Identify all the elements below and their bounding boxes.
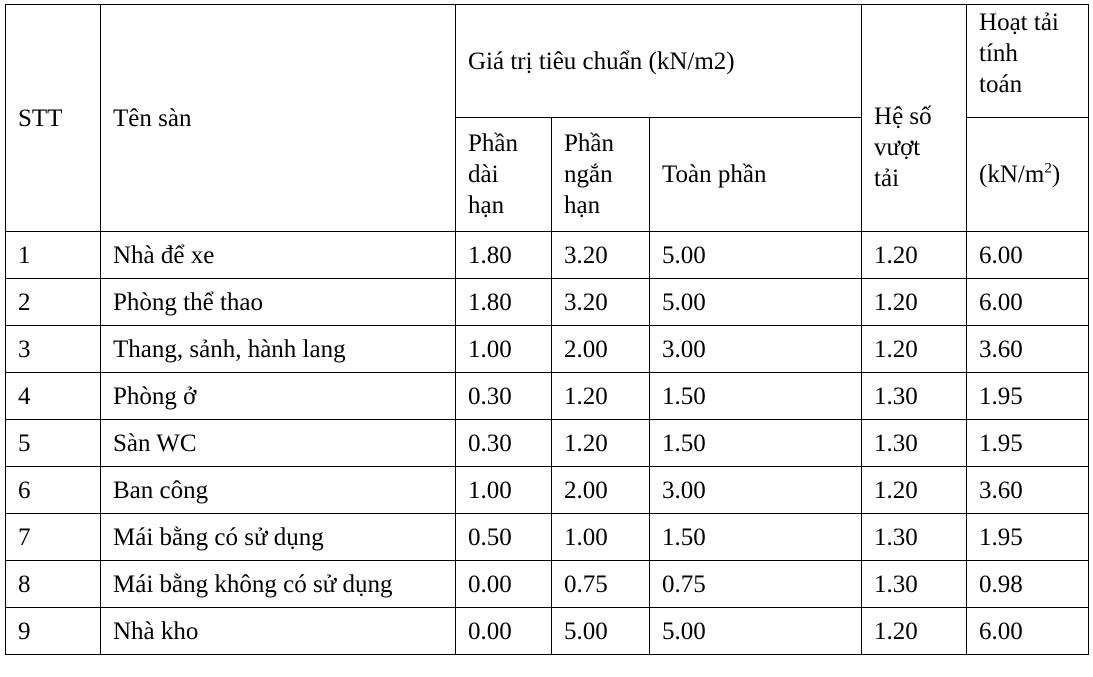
header-hoat-tai-line-1: Hoạt tải: [979, 9, 1059, 36]
cell-he-so: 1.20: [862, 608, 967, 655]
cell-stt: 6: [6, 467, 101, 514]
header-dai-han-line-1: Phần: [468, 130, 518, 157]
cell-toan-phan: 1.50: [650, 514, 862, 561]
cell-phan-dai-han: 1.00: [456, 467, 552, 514]
cell-toan-phan: 3.00: [650, 326, 862, 373]
cell-toan-phan: 5.00: [650, 279, 862, 326]
cell-ten-san: Sàn WC: [101, 420, 456, 467]
header-gia-tri-tieu-chuan: Giá trị tiêu chuẩn (kN/m2): [456, 5, 862, 118]
cell-toan-phan: 1.50: [650, 420, 862, 467]
header-ten-san: Tên sàn: [101, 5, 456, 232]
cell-he-so: 1.30: [862, 373, 967, 420]
table-row: [6, 608, 1089, 655]
cell-ten-san: Phòng ở: [101, 373, 456, 420]
cell-toan-phan: 5.00: [650, 232, 862, 279]
cell-stt: 5: [6, 420, 101, 467]
table-row: [6, 326, 1089, 373]
cell-he-so: 1.30: [862, 561, 967, 608]
table-body: [6, 232, 1089, 655]
cell-toan-phan: 5.00: [650, 608, 862, 655]
cell-stt: 2: [6, 279, 101, 326]
header-ngan-han-line-3: hạn: [564, 192, 601, 219]
header-he-so-line-1: Hệ số: [874, 102, 932, 130]
cell-he-so: 1.20: [862, 279, 967, 326]
header-hoat-tai-line-3: toán: [979, 71, 1023, 98]
cell-phan-dai-han: 0.30: [456, 420, 552, 467]
cell-phan-dai-han: 1.00: [456, 326, 552, 373]
cell-ten-san: Nhà kho: [101, 608, 456, 655]
cell-ten-san: Mái bằng có sử dụng: [101, 514, 456, 561]
cell-hoat-tai: 1.95: [967, 514, 1089, 561]
table-row: [6, 279, 1089, 326]
header-he-so-line-3: tải: [874, 164, 900, 192]
table-row: [6, 373, 1089, 420]
header-dai-han-line-2: dài: [468, 161, 499, 188]
cell-phan-dai-han: 1.80: [456, 279, 552, 326]
cell-phan-ngan-han: 5.00: [552, 608, 650, 655]
cell-stt: 4: [6, 373, 101, 420]
cell-ten-san: Nhà để xe: [101, 232, 456, 279]
load-table: [5, 4, 1089, 655]
cell-toan-phan: 1.50: [650, 373, 862, 420]
cell-stt: 7: [6, 514, 101, 561]
table-row: [6, 232, 1089, 279]
cell-phan-dai-han: 1.80: [456, 232, 552, 279]
cell-hoat-tai: 6.00: [967, 279, 1089, 326]
header-he-so-vuot-tai: [862, 5, 967, 232]
cell-phan-dai-han: 0.50: [456, 514, 552, 561]
table-row: [6, 514, 1089, 561]
cell-ten-san: Phòng thể thao: [101, 279, 456, 326]
table-row: [6, 420, 1089, 467]
cell-hoat-tai: 0.98: [967, 561, 1089, 608]
table-row: [6, 467, 1089, 514]
cell-hoat-tai: 1.95: [967, 373, 1089, 420]
cell-ten-san: Ban công: [101, 467, 456, 514]
header-hoat-tai-unit: [967, 118, 1089, 232]
cell-phan-ngan-han: 3.20: [552, 279, 650, 326]
header-hoat-tai-tinh-toan: [967, 5, 1089, 118]
header-ngan-han-line-1: Phần: [564, 130, 614, 157]
cell-he-so: 1.20: [862, 467, 967, 514]
unit-base: (kN/m: [979, 161, 1045, 188]
cell-stt: 8: [6, 561, 101, 608]
header-stt: STT: [6, 5, 101, 232]
cell-hoat-tai: 6.00: [967, 232, 1089, 279]
cell-phan-ngan-han: 1.20: [552, 420, 650, 467]
header-hoat-tai-line-2: tính: [979, 40, 1018, 67]
cell-stt: 1: [6, 232, 101, 279]
cell-phan-dai-han: 0.00: [456, 608, 552, 655]
cell-ten-san: Mái bằng không có sử dụng: [101, 561, 456, 608]
cell-hoat-tai: 3.60: [967, 326, 1089, 373]
cell-stt: 9: [6, 608, 101, 655]
cell-phan-ngan-han: 2.00: [552, 467, 650, 514]
unit-close: ): [1051, 161, 1061, 188]
cell-phan-ngan-han: 0.75: [552, 561, 650, 608]
header-phan-ngan-han: [552, 118, 650, 232]
unit-exponent: 2: [1044, 160, 1052, 177]
cell-he-so: 1.30: [862, 514, 967, 561]
cell-phan-ngan-han: 2.00: [552, 326, 650, 373]
cell-toan-phan: 0.75: [650, 561, 862, 608]
cell-hoat-tai: 1.95: [967, 420, 1089, 467]
header-phan-dai-han: [456, 118, 552, 232]
table-header: [6, 5, 1089, 232]
cell-ten-san: Thang, sảnh, hành lang: [101, 326, 456, 373]
cell-phan-ngan-han: 3.20: [552, 232, 650, 279]
table-row: [6, 561, 1089, 608]
cell-he-so: 1.20: [862, 326, 967, 373]
cell-phan-dai-han: 0.00: [456, 561, 552, 608]
cell-phan-ngan-han: 1.20: [552, 373, 650, 420]
cell-phan-dai-han: 0.30: [456, 373, 552, 420]
cell-stt: 3: [6, 326, 101, 373]
header-toan-phan: Toàn phần: [650, 118, 862, 232]
header-dai-han-line-3: hạn: [468, 192, 505, 219]
cell-he-so: 1.30: [862, 420, 967, 467]
cell-hoat-tai: 3.60: [967, 467, 1089, 514]
cell-hoat-tai: 6.00: [967, 608, 1089, 655]
cell-phan-ngan-han: 1.00: [552, 514, 650, 561]
header-ngan-han-line-2: ngắn: [564, 161, 613, 188]
cell-toan-phan: 3.00: [650, 467, 862, 514]
cell-he-so: 1.20: [862, 232, 967, 279]
header-he-so-line-2: vượt: [874, 133, 921, 161]
